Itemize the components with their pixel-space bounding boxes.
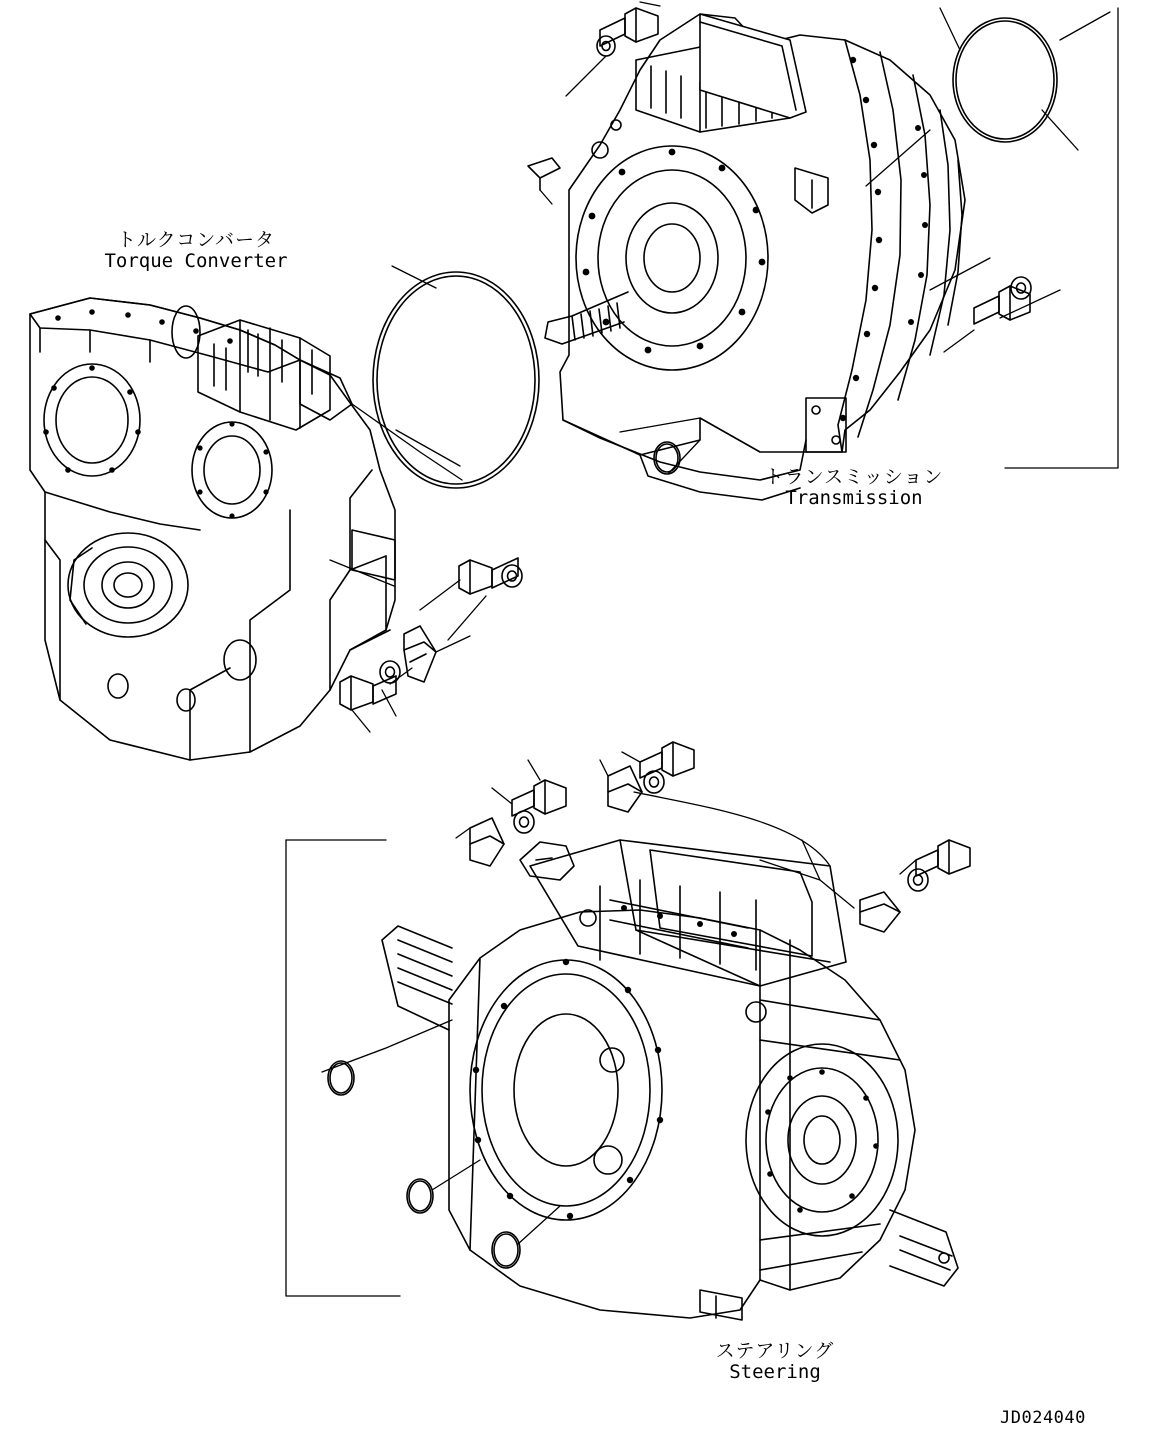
label-steering — [716, 1341, 834, 1384]
leader-lines — [286, 2, 1118, 1296]
steering-bolt-b — [640, 742, 694, 793]
o-ring-steering-2 — [407, 1179, 433, 1213]
clip-bracket-upper — [528, 158, 560, 190]
steering-bolt-c — [908, 840, 970, 891]
drawing-number: JD024040 — [1000, 1408, 1086, 1428]
o-ring-steering-3 — [492, 1232, 520, 1268]
o-ring-small-transmission — [654, 442, 680, 474]
label-steering-jp: ステアリング — [715, 1340, 835, 1362]
label-transmission-en: Transmission — [785, 487, 923, 510]
o-ring-large-center — [373, 272, 539, 488]
label-steering-en: Steering — [729, 1361, 821, 1384]
steering-bolt-a — [512, 780, 566, 833]
transmission-assembly — [545, 14, 965, 500]
steering-bracket-b — [608, 766, 642, 812]
label-transmission — [765, 467, 944, 510]
label-torque-converter — [104, 230, 287, 273]
label-torque-converter-en: Torque Converter — [104, 250, 288, 273]
label-torque-converter-jp: トルクコンバータ — [117, 229, 275, 251]
tc-clamp-bracket — [404, 626, 436, 682]
o-ring-steering-1 — [328, 1061, 354, 1095]
label-transmission-jp: トランスミッション — [764, 466, 944, 488]
steering-bracket-a — [470, 818, 504, 866]
tc-mount-bolt-lower — [340, 661, 400, 710]
transmission-mount-bolt-top — [597, 8, 658, 56]
steering-bracket-c — [860, 892, 900, 932]
o-ring-large-top-right — [953, 18, 1057, 142]
steering-assembly — [382, 840, 958, 1320]
tc-mount-bolt-upper — [459, 558, 522, 594]
